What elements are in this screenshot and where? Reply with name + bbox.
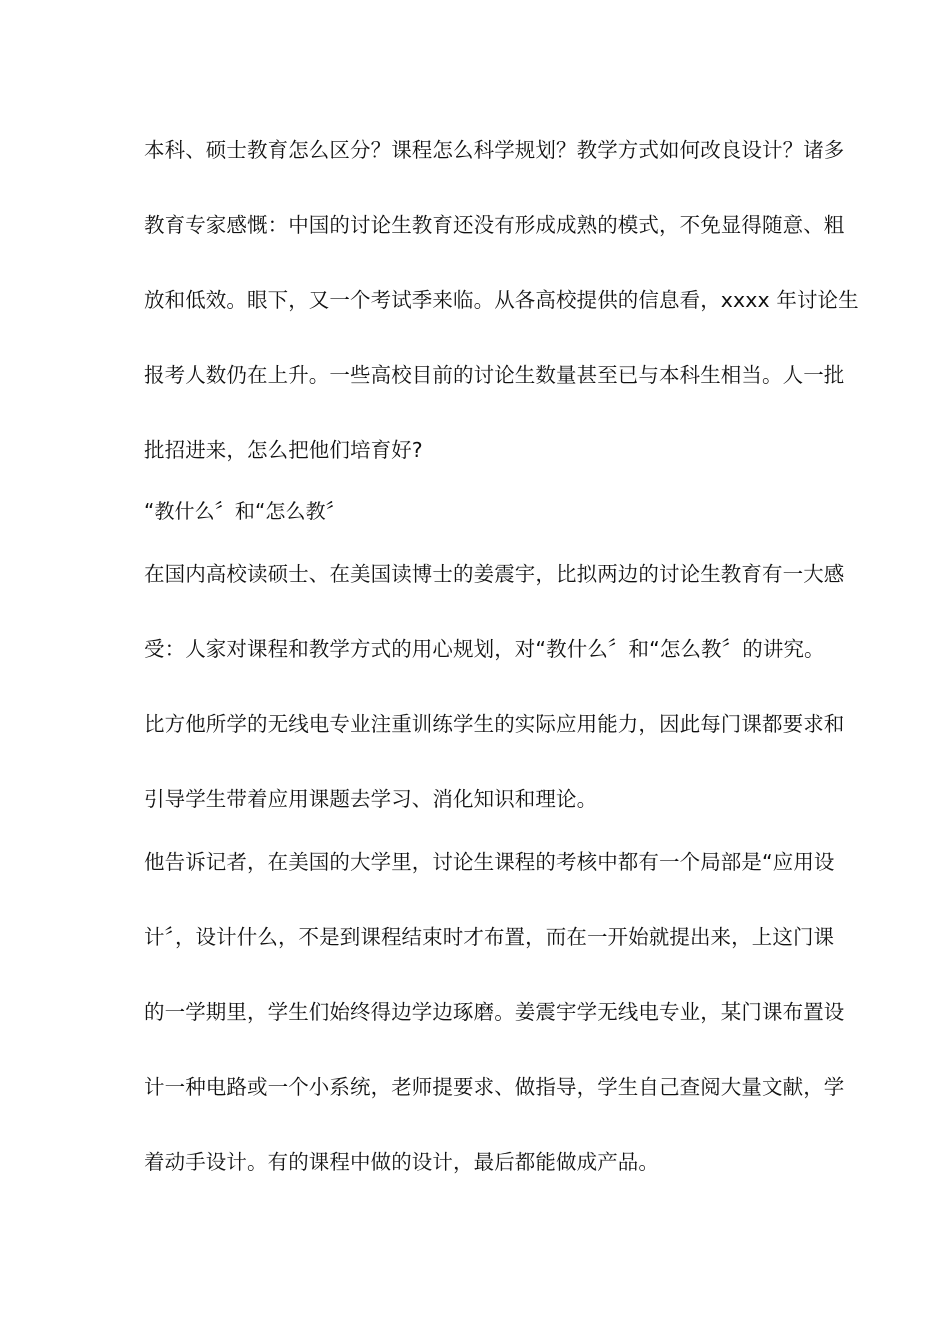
paragraph-2-line-3: 比方他所学的无线电专业注重训练学生的实际应用能力，因此每门课都要求和 [144,712,845,736]
paragraph-1-line-3: 放和低效。眼下，又一个考试季来临。从各高校提供的信息看，xxxx 年讨论生 [144,288,859,312]
paragraph-3-line-5: 着动手设计。有的课程中做的设计，最后都能做成产品。 [144,1150,659,1174]
paragraph-1-line-2: 教育专家感慨：中国的讨论生教育还没有形成成熟的模式，不免显得随意、粗 [144,213,845,237]
paragraph-3-line-3: 的一学期里，学生们始终得边学边琢磨。姜震宇学无线电专业，某门课布置设 [144,1000,845,1024]
paragraph-2-line-2: 受：人家对课程和教学方式的用心规划，对“教什么〞和“怎么教〞的讲究。 [144,637,825,661]
paragraph-1-line-1: 本科、硕士教育怎么区分？课程怎么科学规划？教学方式如何改良设计？诸多 [144,138,845,162]
paragraph-3-line-1: 他告诉记者，在美国的大学里，讨论生课程的考核中都有一个局部是“应用设 [144,850,835,874]
paragraph-2-line-4: 引导学生带着应用课题去学习、消化知识和理论。 [144,787,598,811]
paragraph-3-line-4: 计一种电路或一个小系统，老师提要求、做指导，学生自己查阅大量文献，学 [144,1075,845,1099]
paragraph-1-line-5: 批招进来，怎么把他们培育好? [144,438,423,462]
paragraph-2-line-1: 在国内高校读硕士、在美国读博士的姜震宇，比拟两边的讨论生教育有一大感 [144,562,845,586]
paragraph-3-line-2: 计〞，设计什么，不是到课程结束时才布置，而在一开始就提出来，上这门课 [144,925,835,949]
paragraph-1-line-4: 报考人数仍在上升。一些高校目前的讨论生数量甚至已与本科生相当。人一批 [144,363,845,387]
section-heading: “教什么〞和“怎么教〞 [144,499,346,523]
